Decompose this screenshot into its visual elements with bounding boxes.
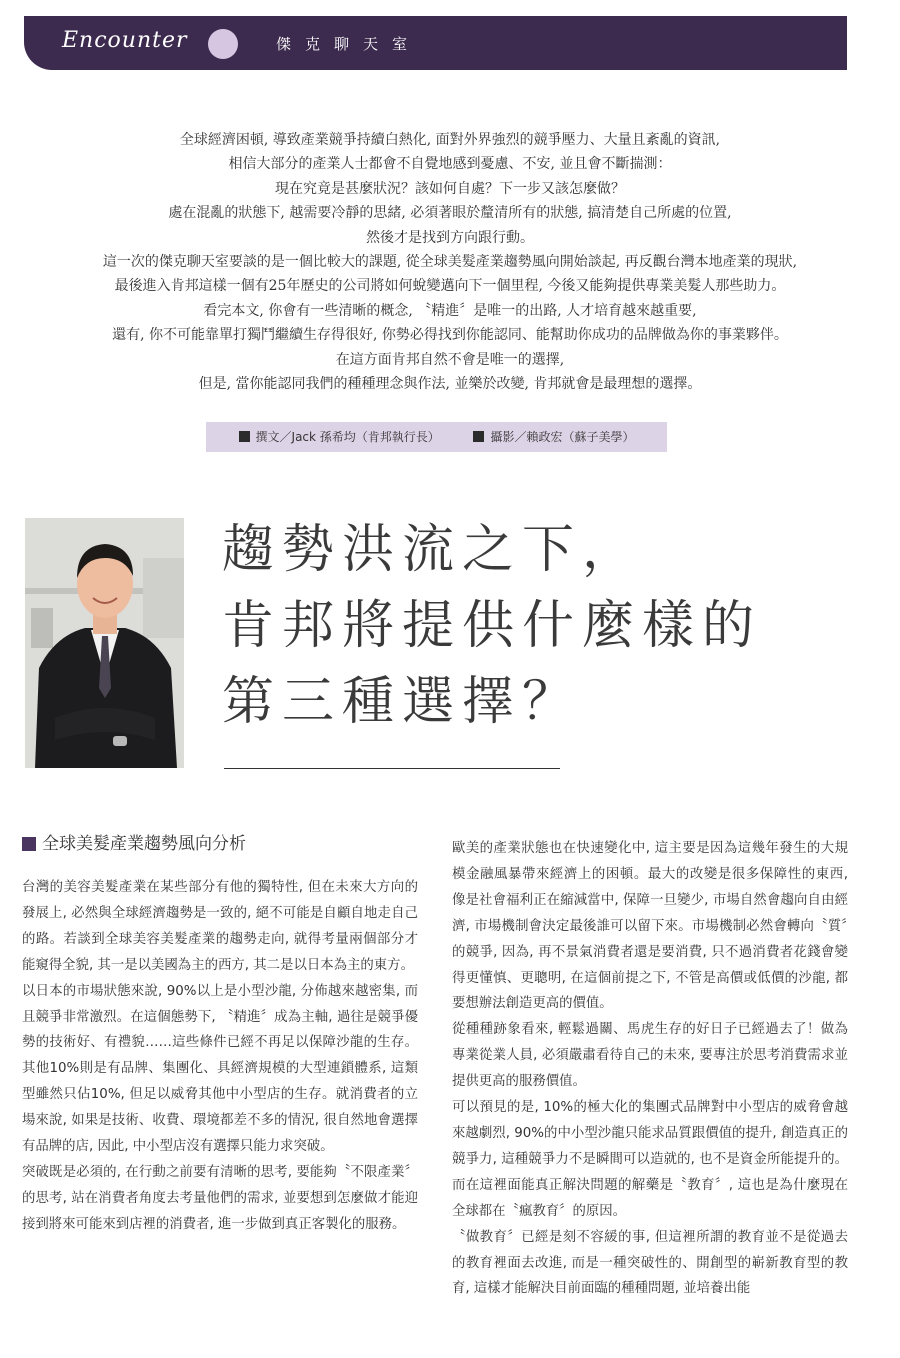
intro-line: 在這方面肯邦自然不會是唯一的選擇, xyxy=(335,351,565,368)
intro-text xyxy=(20,128,880,396)
headline-line: 趨勢洪流之下， xyxy=(222,520,643,580)
brand-logo: Encounter xyxy=(62,28,188,53)
column-name: 傑克聊天室 xyxy=(276,35,422,53)
intro-line: 還有, 你不可能靠單打獨鬥繼續生存得很好, 你勢必得找到你能認同、能幫助你成功的品牌做為你的事業夥伴。 xyxy=(112,327,788,344)
portrait-photo xyxy=(25,518,184,768)
photographer-credit: 攝影／賴政宏（蘇子美學） xyxy=(490,430,635,444)
section-heading xyxy=(22,830,418,858)
intro-line: 處在混亂的狀態下, 越需要冷靜的思緒, 必須著眼於釐清所有的狀態, 搞清楚自己所處的位置, xyxy=(168,205,732,222)
intro-line: 然後才是找到方向跟行動。 xyxy=(366,229,534,246)
headline-line: 第三種選擇？ xyxy=(222,672,583,732)
intro-line: 現在究竟是甚麼狀況？該如何自處？下一步又該怎麼做？ xyxy=(275,180,625,197)
paragraph: 突破既是必須的, 在行動之前要有清晰的思考, 要能夠〝不限產業〞的思考, 站在消費者角度去考量他們的需求, 並要想到怎麼做才能迎接到將來可能來到店裡的消費者, 進一步做到真正客製化的服務。 xyxy=(22,1164,418,1232)
header-bar xyxy=(24,16,847,70)
square-bullet-icon xyxy=(473,431,484,442)
article-right-column xyxy=(452,836,848,1302)
headline xyxy=(222,512,872,740)
paragraph: 歐美的產業狀態也在快速變化中, 這主要是因為這幾年發生的大規模金融風暴帶來經濟上的困頓。最大的改變是很多保障性的東西, 像是社會福利正在縮減當中, 保障一旦變少, 市場自然會趨向自由經濟, 市場機制會決定最後誰可以留下來。市場機制必然會轉向〝質〞的競爭, 因為, 再不景氣消費者還是要消費, 只不過消費者花錢會變得更懂慎、更聰明, 在這個前提之下, 不管是高價或低價的沙龍, 都要想辦法創造更高的價值。 xyxy=(452,841,848,1012)
paragraph: 台灣的美容美髮產業在某些部分有他的獨特性, 但在未來大方向的發展上, 必然與全球經濟趨勢是一致的, 絕不可能是自顧自地走自己的路。若談到全球美容美髮產業的趨勢走向, 就得考量兩個部分才能窺得全貌, 其一是以美國為主的西方, 其二是以日本為主的東方。 xyxy=(22,880,418,973)
headline-line: 肯邦將提供什麼樣的 xyxy=(222,596,763,656)
paragraph: 以日本的市場狀態來說, 90%以上是小型沙龍, 分佈越來越密集, 而且競爭非常激烈。在這個態勢下, 〝精進〞成為主軸, 過往是競爭優勢的技術好、有禮貌……這些條件已經不再足以保障沙龍的生存。其他10%則是有品牌、集團化、具經濟規模的大型連鎖體系, 這類型雖然只佔10%, 但足以威脅其他中小型店的生存。就消費者的立場來說, 如果是技術、收費、環境都差不多的情況, 很自然地會選擇有品牌的店, 因此, 中小型店沒有選擇只能力求突破。 xyxy=(22,983,418,1155)
square-bullet-icon xyxy=(22,837,36,851)
intro-line: 相信大部分的產業人士都會不自覺地感到憂慮、不安, 並且會不斷揣測： xyxy=(228,156,672,173)
intro-line: 看完本文, 你會有一些清晰的概念, 〝精進〞是唯一的出路, 人才培育越來越重要, xyxy=(203,302,697,319)
writer-credit: 撰文／Jack 孫希均（肯邦執行長） xyxy=(255,430,440,444)
square-bullet-icon xyxy=(239,431,250,442)
credit-box xyxy=(206,422,667,452)
paragraph: 從種種跡象看來, 輕鬆過關、馬虎生存的好日子已經過去了！做為專業從業人員, 必須嚴肅看待自己的未來, 要專注於思考消費需求並提供更高的服務價值。 xyxy=(452,1022,848,1090)
paragraph: 可以預見的是, 10%的極大化的集團式品牌對中小型店的威脅會越來越劇烈, 90%的中小型沙龍只能求品質跟價值的提升, 創造真正的競爭力, 這種競爭力不是瞬間可以造就的, 也不是資金所能提升的。而在這裡面能真正解決問題的解藥是〝教育〞, 這也是為什麼現在全球都在〝瘋教育〞的原因。 xyxy=(452,1100,848,1219)
intro-line: 這一次的傑克聊天室要談的是一個比較大的課題, 從全球美髮產業趨勢風向開始談起, 再反觀台灣本地產業的現狀, xyxy=(102,254,798,271)
section-title: 全球美髮產業趨勢風向分析 xyxy=(42,834,246,854)
intro-line: 全球經濟困頓, 導致產業競爭持續白熱化, 面對外界強烈的競爭壓力、大量且紊亂的資訊, xyxy=(179,132,721,148)
intro-line: 最後進入肯邦這樣一個有25年歷史的公司將如何蛻變邁向下一個里程, 今後又能夠提供專業美髮人那些助力。 xyxy=(114,278,786,295)
portrait-illustration xyxy=(25,518,184,768)
decorative-dot-icon xyxy=(208,29,238,59)
headline-underline xyxy=(224,768,560,769)
paragraph: 〝做教育〞已經是刻不容緩的事, 但這裡所謂的教育並不是從過去的教育裡面去改進, 而是一種突破性的、開創型的嶄新教育型的教育, 這樣才能解決目前面臨的種種問題, 並培養出能 xyxy=(452,1229,848,1297)
article-left-column xyxy=(22,830,418,1238)
intro-line: 但是, 當你能認同我們的種種理念與作法, 並樂於改變, 肯邦就會是最理想的選擇。 xyxy=(198,376,702,393)
